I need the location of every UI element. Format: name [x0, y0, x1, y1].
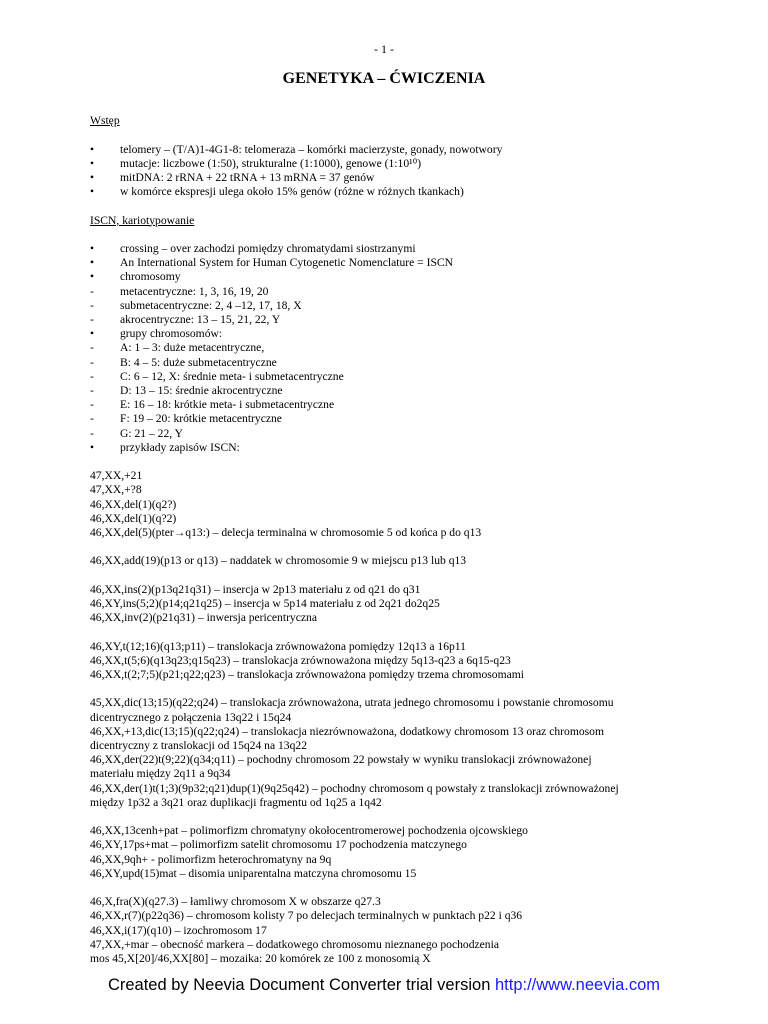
- page-title: GENETYKA – ĆWICZENIA: [282, 70, 486, 87]
- list-item: [90, 285, 710, 299]
- footer-text: Created by Neevia Document Converter trial version: [107, 976, 491, 994]
- dash-marker: -: [90, 312, 94, 326]
- example-group: [90, 696, 710, 810]
- example-line: 46,XX,t(2;7;5)(p21;q22;q23) – translokacja zrównoważona pomiędzy trzema chromosomami: [90, 668, 525, 681]
- list-item-text: G: 21 – 22, Y: [120, 426, 184, 440]
- section-heading-iscn: ISCN, kariotypowanie: [90, 213, 195, 227]
- list-item: [90, 341, 710, 355]
- list-item: [90, 143, 710, 157]
- list-item-text: An International System for Human Cytogenetic Nomenclature = ISCN: [120, 256, 454, 270]
- list-item-text: A: 1 – 3: duże metacentryczne,: [120, 341, 265, 355]
- example-line: 46,XX,add(19)(p13 or q13) – naddatek w chromosomie 9 w miejscu p13 lub q13: [90, 554, 467, 568]
- list-item-text: C: 6 – 12, X: średnie meta- i submetacentryczne: [120, 369, 344, 383]
- iscn-examples: [90, 469, 710, 966]
- dash-marker: -: [90, 355, 94, 369]
- bullet-marker: •: [90, 327, 95, 341]
- example-line: 46,XX,inv(2)(p21q31) – inwersja pericentryczna: [90, 611, 317, 625]
- list-item: [90, 441, 710, 455]
- dash-marker: -: [90, 426, 94, 440]
- dash-marker: -: [90, 398, 94, 412]
- list-item-text: mutacje: liczbowe (1:50), strukturalne (1:1000), genowe (1:10¹⁰): [120, 156, 422, 170]
- example-line: 46,XX,del(5)(pter→q13:) – delecja terminalna w chromosomie 5 od końca p do q13: [90, 526, 482, 540]
- dash-marker: -: [90, 341, 94, 355]
- example-line: 46,XX,9qh+ - polimorfizm heterochromatyny na 9q: [90, 852, 332, 866]
- list-item: [90, 370, 710, 384]
- list-item: [90, 171, 710, 185]
- section-list-iscn: [90, 242, 710, 455]
- example-line: 46,XY,t(12;16)(q13;p11) – translokacja zrównoważona pomiędzy 12q13 a 16p11: [90, 639, 466, 653]
- bullet-marker: •: [90, 241, 95, 255]
- section-heading-wstep: Wstęp: [90, 114, 120, 128]
- list-item: [90, 327, 710, 341]
- example-line: 46,XY,17ps+mat – polimorfizm satelit chromosomu 17 pochodzenia matczynego: [90, 838, 467, 852]
- dash-marker: -: [90, 412, 94, 426]
- example-line: 46,XX,der(22)t(9;22)(q34;q11) – pochodny chromosom 22 powstały w wyniku translokacji zrównoważonej: [90, 753, 592, 767]
- bullet-marker: •: [90, 185, 95, 199]
- page-number: - 1 -: [374, 42, 394, 56]
- section-list-wstep: [90, 143, 710, 200]
- example-line: dicentrycznego z połączenia 13q22 i 15q24: [90, 710, 292, 724]
- example-line: 46,XX,i(17)(q10) – izochromosom 17: [90, 923, 267, 937]
- dash-marker: -: [90, 298, 94, 312]
- example-line: 46,XX,13cenh+pat – polimorfizm chromatyny okołocentromerowej pochodzenia ojcowskiego: [90, 824, 528, 838]
- example-group: [90, 469, 710, 540]
- list-item: [90, 398, 710, 412]
- list-item-text: mitDNA: 2 rRNA + 22 tRNA + 13 mRNA = 37 genów: [120, 170, 375, 184]
- dash-marker: -: [90, 284, 94, 298]
- bullet-marker: •: [90, 142, 95, 156]
- list-item: [90, 185, 710, 199]
- list-item-text: chromosomy: [120, 270, 181, 284]
- list-item: [90, 427, 710, 441]
- example-line: 46,XX,der(1)t(1;3)(9p32;q21)dup(1)(9q25q42) – pochodny chromosom q powstały z translokacji zrównoważonej: [90, 781, 619, 795]
- example-line: 46,XX,del(1)(q?2): [90, 511, 177, 525]
- example-line: między 1p32 a 3q21 oraz duplikacji fragmentu od 1q25 a 1q42: [90, 795, 382, 809]
- list-item: [90, 356, 710, 370]
- example-line: 46,XX,ins(2)(p13q21q31) – insercja w 2p13 materiału z od q21 do q31: [90, 582, 421, 596]
- example-line: 46,XX,t(5;6)(q13q23;q15q23) – translokacja zrównoważona między 5q13-q23 a 6q15-q23: [90, 653, 511, 667]
- dash-marker: -: [90, 369, 94, 383]
- list-item-text: submetacentryczne: 2, 4 –12, 17, 18, X: [120, 298, 302, 312]
- example-line: 46,XX,+13,dic(13;15)(q22;q24) – translokacja niezrównoważona, dodatkowy chromosom 13 oraz chromosom: [90, 724, 604, 738]
- example-line: mos 45,X[20]/46,XX[80] – mozaika: 20 komórek ze 100 z monosomią X: [90, 952, 431, 966]
- bullet-marker: •: [90, 156, 95, 170]
- example-group: [90, 824, 710, 881]
- list-item-text: crossing – over zachodzi pomiędzy chromatydami siostrzanymi: [120, 241, 416, 255]
- list-item-text: D: 13 – 15: średnie akrocentryczne: [120, 384, 283, 397]
- example-group: [90, 895, 710, 966]
- example-group: [90, 640, 710, 683]
- list-item: [90, 412, 710, 426]
- list-item-text: w komórce ekspresji ulega około 15% genów (różne w różnych tkankach): [120, 185, 464, 199]
- list-item: [90, 256, 710, 270]
- example-line: 46,XY,upd(15)mat – disomia uniparentalna matczyna chromosomu 15: [90, 866, 417, 880]
- list-item-text: przykłady zapisów ISCN:: [120, 440, 240, 454]
- bullet-marker: •: [90, 440, 95, 454]
- list-item-text: F: 19 – 20: krótkie metacentryczne: [120, 412, 282, 426]
- list-item-text: metacentryczne: 1, 3, 16, 19, 20: [120, 284, 269, 298]
- list-item-text: E: 16 – 18: krótkie meta- i submetacentryczne: [120, 398, 335, 412]
- example-line: 46,X,fra(X)(q27.3) – łamliwy chromosom X w obszarze q27.3: [90, 895, 381, 909]
- example-line: 47,XX,+21: [90, 469, 143, 483]
- list-item: [90, 242, 710, 256]
- list-item-text: telomery – (T/A)1-4G1-8: telomeraza – komórki macierzyste, gonady, nowotwory: [120, 142, 503, 156]
- bullet-marker: •: [90, 256, 95, 270]
- example-line: materiału między 2q11 a 9q34: [90, 767, 231, 781]
- example-group: [90, 554, 710, 568]
- example-line: dicentryczny z translokacji od 15q24 na 13q22: [90, 739, 307, 752]
- example-line: 46,XX,r(7)(p22q36) – chromosom kolisty 7 po delecjach terminalnych w punktach p22 i q36: [90, 909, 523, 923]
- example-line: 45,XX,dic(13;15)(q22;q24) – translokacja zrównoważona, utrata jednego chromosomu i powstanie chromosomu: [90, 696, 614, 710]
- dash-marker: -: [90, 384, 94, 397]
- list-item: [90, 384, 710, 398]
- example-line: 47,XX,+mar – obecność markera – dodatkowego chromosomu nieznanego pochodzenia: [90, 937, 499, 951]
- document-body: [90, 100, 710, 966]
- list-item: [90, 270, 710, 284]
- bullet-marker: •: [90, 170, 95, 184]
- list-item: [90, 299, 710, 313]
- list-item-text: akrocentryczne: 13 – 15, 21, 22, Y: [120, 312, 281, 326]
- footer-link[interactable]: http://www.neevia.com: [494, 976, 661, 994]
- example-line: 46,XX,del(1)(q2?): [90, 497, 177, 511]
- list-item-text: B: 4 – 5: duże submetacentryczne: [120, 355, 277, 369]
- example-line: 47,XX,+?8: [90, 483, 142, 497]
- list-item: [90, 313, 710, 327]
- converter-footer: [0, 976, 768, 995]
- example-group: [90, 583, 710, 626]
- example-line: 46,XY,ins(5;2)(p14;q21q25) – insercja w 5p14 materiału z od 2q21 do2q25: [90, 597, 440, 610]
- bullet-marker: •: [90, 270, 95, 284]
- list-item-text: grupy chromosomów:: [120, 327, 223, 341]
- list-item: [90, 157, 710, 171]
